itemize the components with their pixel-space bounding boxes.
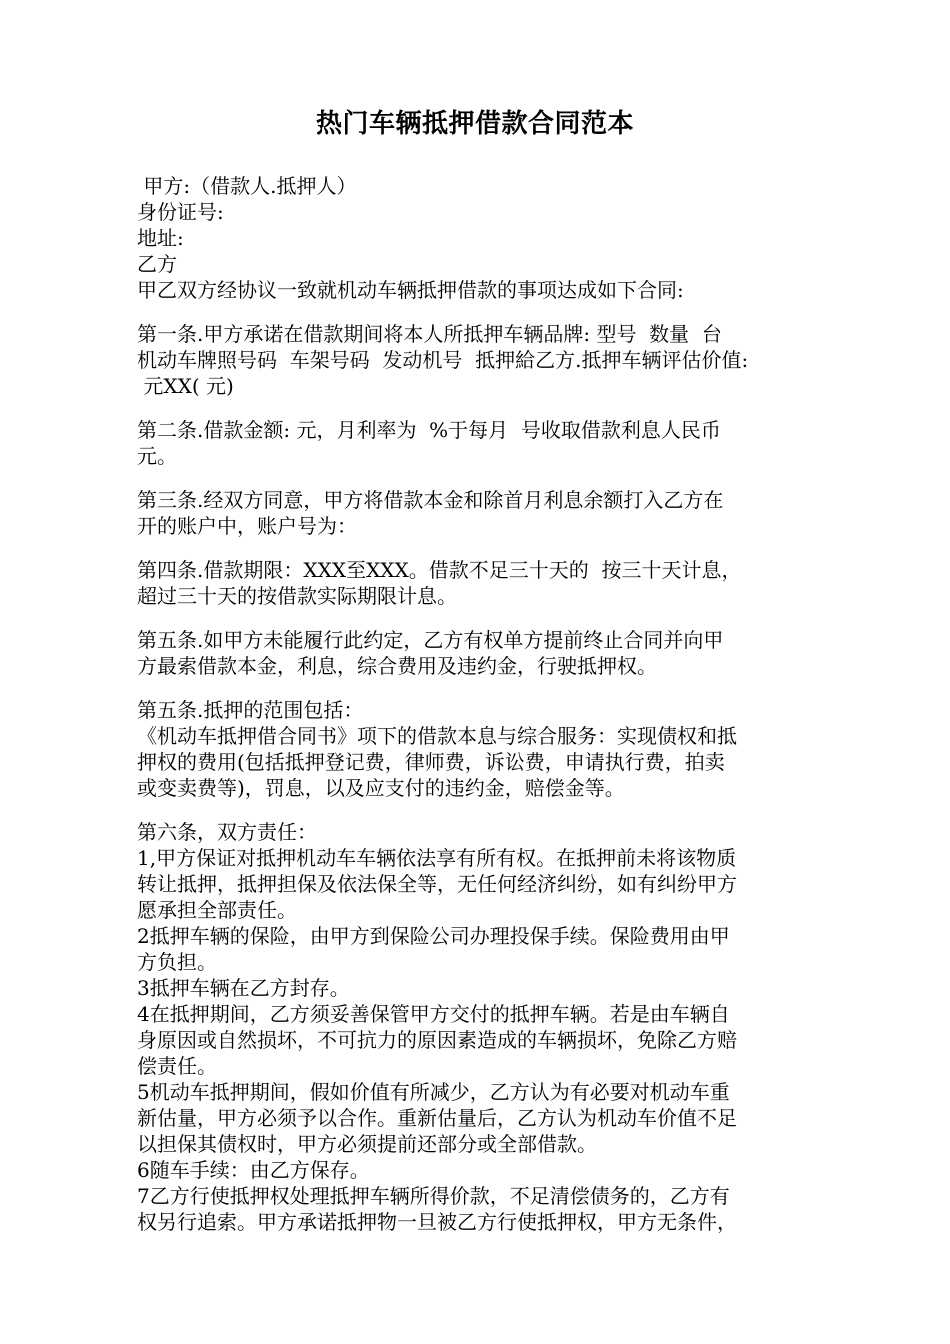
document-title: 热门车辆抵押借款合同范本 [315, 109, 634, 139]
article-line: 第五条.如甲方未能履行此约定，乙方有权单方提前终止合同并向甲 [137, 628, 724, 652]
party-b-line: 乙方 [137, 252, 177, 276]
article-line: 愿承担全部责任。 [137, 898, 297, 922]
article-2 [137, 417, 827, 469]
address-line: 地址: [137, 226, 184, 250]
article-line: 以担保其债权时，甲方必须提前还部分或全部借款。 [137, 1132, 597, 1156]
article-line: 第四条.借款期限：XXX至XXX。借款不足三十天的 按三十天计息， [137, 558, 742, 582]
article-line: 或变卖费等)，罚息，以及应支付的违约金，赔偿金等。 [137, 776, 625, 800]
article-line: 4在抵押期间，乙方须妥善保管甲方交付的抵押车辆。若是由车辆自 [137, 1002, 730, 1026]
preamble-line: 甲乙双方经协议一致就机动车辆抵押借款的事项达成如下合同: [137, 278, 684, 302]
paragraph-gap [137, 801, 827, 819]
id-number-line: 身份证号: [137, 200, 224, 224]
party-a-line: 甲方:（借款人.抵押人） [137, 174, 357, 198]
article-line: 元XX( 元) [137, 374, 234, 398]
paragraph-gap [137, 469, 827, 487]
article-4 [137, 557, 827, 609]
article-line: 第六条，双方责任： [137, 820, 317, 844]
article-line: 偿责任。 [137, 1054, 217, 1078]
article-line: 1,甲方保证对抵押机动车车辆依法享有所有权。在抵押前未将该物质 [137, 846, 737, 870]
article-line: 第三条.经双方同意，甲方将借款本金和除首月利息余额打入乙方在 [137, 488, 724, 512]
article-line: 第五条.抵押的范围包括： [137, 698, 364, 722]
article-line: 第一条.甲方承诺在借款期间将本人所抵押车辆品牌: 型号 数量 台 [137, 322, 722, 346]
article-1 [137, 321, 827, 399]
article-line: 6随车手续：由乙方保存。 [137, 1158, 370, 1182]
article-5b [137, 697, 827, 801]
article-line: 押权的费用(包括抵押登记费，律师费，诉讼费，申请执行费，拍卖 [137, 750, 725, 774]
paragraph-gap [137, 303, 827, 321]
article-5a [137, 627, 827, 679]
article-line: 3抵押车辆在乙方封存。 [137, 976, 350, 1000]
article-3 [137, 487, 827, 539]
contract-body [137, 173, 827, 1235]
article-line: 5机动车抵押期间，假如价值有所减少，乙方认为有必要对机动车重 [137, 1080, 730, 1104]
article-line: 开的账户中，账户号为： [137, 514, 357, 538]
article-line: 元。 [137, 444, 177, 468]
article-line: 权另行追索。甲方承诺抵押物一旦被乙方行使抵押权，甲方无条件， [137, 1210, 737, 1234]
paragraph-gap [137, 609, 827, 627]
article-line: 方最索借款本金，利息，综合费用及违约金，行驶抵押权。 [137, 654, 657, 678]
article-line: 2抵押车辆的保险，由甲方到保险公司办理投保手续。保险费用由甲 [137, 924, 730, 948]
paragraph-gap [137, 679, 827, 697]
article-line: 转让抵押，抵押担保及依法保全等，无任何经济纠纷，如有纠纷甲方 [137, 872, 737, 896]
paragraph-gap [137, 399, 827, 417]
article-line: 机动车牌照号码 车架号码 发动机号 抵押給乙方.抵押车辆评估价值: [137, 348, 749, 372]
article-line: 《机动车抵押借合同书》项下的借款本息与综合服务：实现债权和抵 [137, 724, 737, 748]
article-line: 第二条.借款金额: 元，月利率为 %于每月 号收取借款利息人民币 [137, 418, 721, 442]
article-line: 身原因或自然损坏，不可抗力的原因素造成的车辆损坏，免除乙方赔 [137, 1028, 737, 1052]
article-6 [137, 819, 827, 1235]
article-line: 新估量，甲方必须予以合作。重新估量后，乙方认为机动车价值不足 [137, 1106, 737, 1130]
article-line: 超过三十天的按借款实际期限计息。 [137, 584, 457, 608]
article-line: 7乙方行使抵押权处理抵押车辆所得价款，不足清偿债务的，乙方有 [137, 1184, 730, 1208]
paragraph-gap [137, 539, 827, 557]
article-line: 方负担。 [137, 950, 217, 974]
party-info [137, 173, 827, 303]
